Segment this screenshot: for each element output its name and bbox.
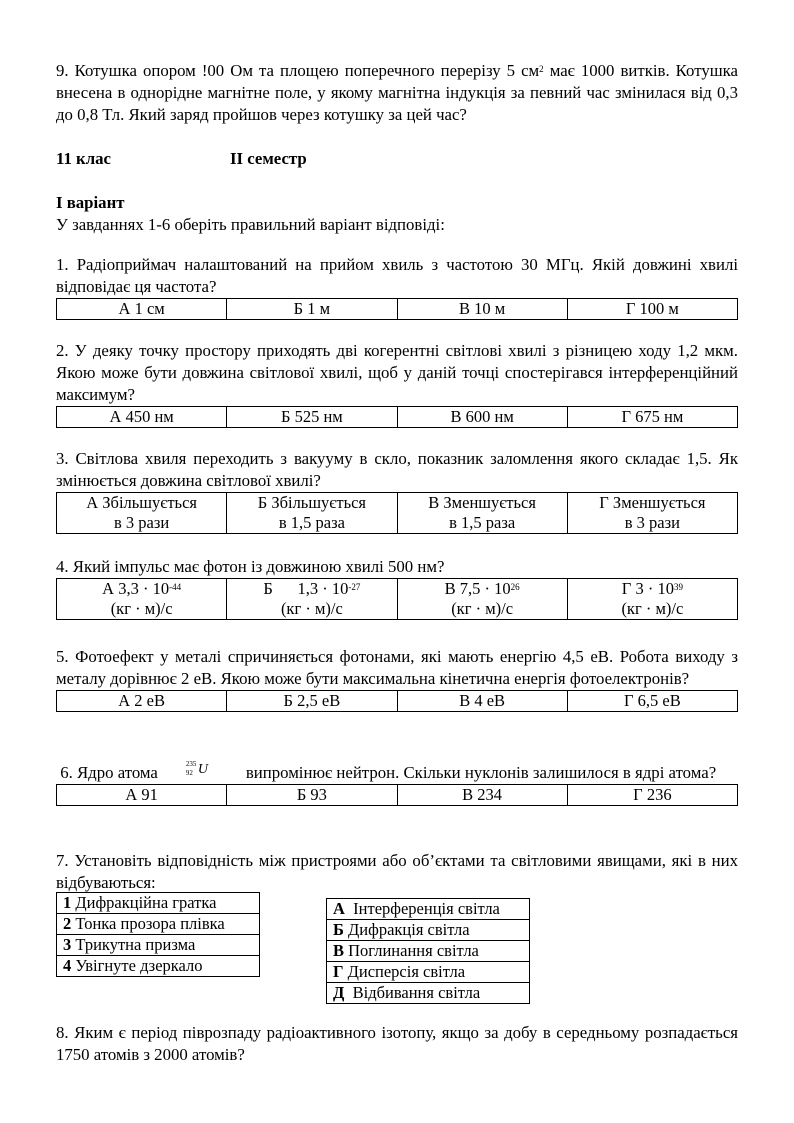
q4-answer-d-exp: 39 [673, 582, 683, 592]
q3-answer-d-line1: Г Зменшується [599, 493, 706, 512]
q7-device-2 [57, 914, 260, 935]
q3-answer-a-line2: в 3 рази [114, 513, 170, 532]
q3-answer-d-line2: в 3 рази [624, 513, 680, 532]
q3-answer-c [397, 493, 567, 534]
q5-answer-d: Г 6,5 еВ [567, 691, 737, 712]
q3-answer-c-line1: В Зменшується [428, 493, 536, 512]
q7-phenomenon-a [327, 899, 530, 920]
q6-answer-c: В 234 [397, 785, 567, 806]
q7-device-4-text: Увігнуте дзеркало [71, 956, 203, 975]
q7-phenomenon-a-letter: А [333, 899, 345, 918]
q1-answers-table [56, 298, 738, 320]
q7-device-3-num: 3 [63, 935, 72, 954]
variant-block [56, 192, 738, 236]
iso-symbol: U [197, 762, 208, 777]
question-9-text [56, 60, 738, 126]
question-7-text: 7. Установіть відповідність між пристроями або об’єктами та світловими явищами, які в них відбуваються: [56, 851, 738, 892]
q4-answer-a-exp: -44 [169, 582, 182, 592]
q4-answers-table [56, 578, 738, 620]
q7-phenomenon-c-letter: В [333, 941, 345, 960]
q9-text-b: має 1000 витків. Котушка внесена в однорідне магнітне поле, у якому магнітна індукція за певний час змінилася від 0,3 до 0,8 Тл. Який заряд пройшов через котушку за цей час? [56, 61, 738, 124]
uranium-isotope-symbol [186, 762, 216, 784]
question-2 [56, 340, 738, 428]
q3-answer-b-line1: Б Збільшується [257, 493, 367, 512]
q7-phenomenon-e-text: Відбивання світла [344, 983, 481, 1002]
q7-phenomenon-d [327, 962, 530, 983]
question-3 [56, 448, 738, 534]
question-8 [56, 1022, 738, 1066]
q7-phenomenon-b-text: Дифракція світла [343, 920, 470, 939]
q2-answer-c: В 600 нм [397, 407, 567, 428]
q4-answer-b-unit: (кг · м)/с [280, 599, 343, 618]
q4-answer-c [397, 579, 567, 620]
q4-answer-d-mantissa: Г 3 · 10 [621, 579, 674, 598]
q1-answer-c: В 10 м [397, 299, 567, 320]
q4-answer-c-exp: 26 [510, 582, 520, 592]
q7-device-1-num: 1 [63, 893, 72, 912]
q2-answers-table [56, 406, 738, 428]
q7-device-1-text: Дифракційна гратка [71, 893, 217, 912]
q2-answer-d: Г 675 нм [567, 407, 737, 428]
q4-answer-c-mantissa: В 7,5 · 10 [444, 579, 511, 598]
q5-answers-table [56, 690, 738, 712]
q3-answer-a [57, 493, 227, 534]
grade-header [56, 148, 738, 170]
question-5-text: 5. Фотоефект у металі спричиняється фотонами, які мають енергію 4,5 еВ. Робота виходу з металу дорівнює 2 еВ. Якою може бути максимальна кінетична енергія фотоелектронів? [56, 647, 738, 688]
q4-answer-d [567, 579, 737, 620]
q6-text-b: випромінює нейтрон. Скільки нуклонів залишилося в ядрі атома? [245, 763, 717, 782]
q6-answer-a: А 91 [57, 785, 227, 806]
question-6 [56, 762, 738, 806]
q7-phenomenon-d-text: Дисперсія світла [343, 962, 466, 981]
q6-answer-d: Г 236 [567, 785, 737, 806]
q3-answer-d [567, 493, 737, 534]
q7-phenomenon-e [327, 983, 530, 1004]
q3-answer-c-line2: в 1,5 раза [449, 513, 516, 532]
q4-answer-b-exp: -27 [348, 582, 361, 592]
q1-answer-b: Б 1 м [227, 299, 397, 320]
question-6-text [56, 762, 738, 784]
q7-phenomenon-b-letter: Б [333, 920, 344, 939]
q7-phenomenon-c [327, 941, 530, 962]
q6-text-a: 6. Ядро атома [60, 763, 158, 782]
q6-answer-b: Б 93 [227, 785, 397, 806]
q7-phenomenon-e-letter: Д [333, 983, 345, 1002]
q3-answer-b-line2: в 1,5 раза [278, 513, 345, 532]
q7-device-1 [57, 893, 260, 914]
q7-phenomenon-b [327, 920, 530, 941]
q1-answer-d: Г 100 м [567, 299, 737, 320]
question-4-text: 4. Який імпульс має фотон із довжиною хвилі 500 нм? [56, 557, 445, 576]
iso-z: 92 [185, 769, 193, 777]
question-5 [56, 646, 738, 712]
q9-text-a: 9. Котушка опором !00 Ом та площею поперечного перерізу 5 см [56, 61, 540, 80]
q3-answers-table [56, 492, 738, 534]
q7-device-3 [57, 935, 260, 956]
semester-label: II семестр [230, 149, 307, 168]
question-1-text: 1. Радіоприймач налаштований на прийом хвиль з частотою 30 МГц. Якій довжині хвилі відповідає ця частота? [56, 255, 738, 296]
q2-answer-a: А 450 нм [57, 407, 227, 428]
q7-phenomenon-c-text: Поглинання світла [344, 941, 479, 960]
q4-answer-c-unit: (кг · м)/с [451, 599, 514, 618]
iso-mass: 235 [185, 760, 197, 768]
q1-answer-a: А 1 см [57, 299, 227, 320]
q3-answer-b [227, 493, 397, 534]
q7-phenomenon-d-letter: Г [333, 962, 344, 981]
q3-answer-a-line1: А Збільшується [86, 493, 197, 512]
question-2-text: 2. У деяку точку простору приходять дві когерентні світлові хвилі з різницею ходу 1,2 мкм. Якою може бути довжина світлової хвилі, щоб у даній точці спостерігався інтерференційний максимум? [56, 341, 738, 404]
q7-device-2-num: 2 [63, 914, 72, 933]
grade-label: 11 клас [56, 149, 111, 168]
q4-answer-b-mantissa: Б 1,3 · 10 [263, 579, 349, 598]
q9-sup: 2 [539, 64, 544, 74]
q7-phenomena-table [326, 898, 530, 1004]
question-4 [56, 556, 738, 620]
q7-device-3-text: Трикутна призма [71, 935, 196, 954]
q7-device-2-text: Тонка прозора плівка [71, 914, 225, 933]
q4-answer-a-unit: (кг · м)/с [110, 599, 173, 618]
q7-devices-table [56, 892, 260, 977]
question-3-text: 3. Світлова хвиля переходить з вакууму в скло, показник заломлення якого складає 1,5. Як змінюється довжина світлової хвилі? [56, 449, 738, 490]
q6-answers-table [56, 784, 738, 806]
q2-answer-b: Б 525 нм [227, 407, 397, 428]
q5-answer-a: А 2 еВ [57, 691, 227, 712]
question-7 [56, 850, 738, 1010]
q4-answer-b [227, 579, 397, 620]
question-8-text: 8. Яким є період піврозпаду радіоактивного ізотопу, якщо за добу в середньому розпадається 1750 атомів з 2000 атомів? [56, 1023, 738, 1064]
q4-answer-d-unit: (кг · м)/с [621, 599, 684, 618]
q7-device-4 [57, 956, 260, 977]
q7-phenomenon-a-text: Інтерференція світла [344, 899, 500, 918]
q5-answer-c: В 4 еВ [397, 691, 567, 712]
q4-answer-a-mantissa: А 3,3 · 10 [102, 579, 170, 598]
variant-instruction: У завданнях 1-6 оберіть правильний варіант відповіді: [56, 215, 445, 234]
q4-answer-a [57, 579, 227, 620]
variant-title: І варіант [56, 193, 125, 212]
question-9 [56, 60, 738, 126]
q5-answer-b: Б 2,5 еВ [227, 691, 397, 712]
q7-device-4-num: 4 [63, 956, 72, 975]
question-1 [56, 254, 738, 320]
